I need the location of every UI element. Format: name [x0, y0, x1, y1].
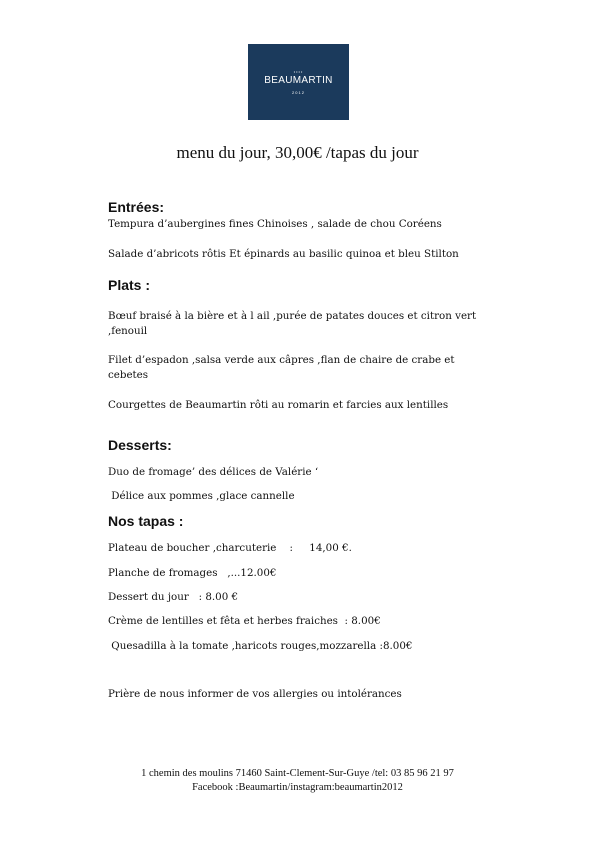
plat-item: Courgettes de Beaumartin rôti au romarin et farcies aux lentilles	[108, 399, 449, 411]
tapas-item: Plateau de boucher ,charcuterie : 14,00 €.	[108, 542, 352, 554]
dessert-item: Délice aux pommes ,glace cannelle	[108, 490, 295, 502]
logo-mark: ••••	[293, 69, 304, 74]
beaumartin-logo	[248, 44, 349, 120]
entree-item: Salade d’abricots rôtis Et épinards au basilic quinoa et bleu Stilton	[108, 248, 459, 260]
tapas-item: Planche de fromages ,...12.00€	[108, 567, 277, 579]
allergy-note: Prière de nous informer de vos allergies ou intolérances	[108, 688, 402, 700]
plat-item: Filet d’espadon ,salsa verde aux câpres ,flan de chaire de crabe et cebetes	[108, 354, 455, 381]
logo-year: 2012	[292, 90, 305, 95]
tapas-heading: Nos tapas :	[108, 513, 184, 529]
entree-item: Tempura d’aubergines fines Chinoises , salade de chou Coréens	[108, 218, 442, 230]
entrees-heading: Entrées:	[108, 199, 165, 215]
tapas-item: Quesadilla à la tomate ,haricots rouges,mozzarella :8.00€	[108, 640, 413, 652]
menu-title: menu du jour, 30,00€ /tapas du jour	[176, 143, 419, 162]
dessert-item: Duo de fromage’ des délices de Valérie ‘	[108, 466, 319, 478]
footer-address: 1 chemin des moulins 71460 Saint-Clement-Sur-Guye /tel: 03 85 96 21 97	[141, 768, 454, 779]
tapas-item: Dessert du jour : 8.00 €	[108, 591, 239, 603]
logo-brand: BEAUMARTIN	[264, 75, 333, 86]
desserts-heading: Desserts:	[108, 437, 172, 453]
plat-item: Bœuf braisé à la bière et à l ail ,purée de patates douces et citron vert ,fenouil	[108, 310, 477, 337]
plats-heading: Plats :	[108, 277, 151, 293]
tapas-item: Crème de lentilles et fêta et herbes fraiches : 8.00€	[108, 615, 381, 627]
footer-social: Facebook :Beaumartin/instagram:beaumartin2012	[192, 782, 403, 793]
